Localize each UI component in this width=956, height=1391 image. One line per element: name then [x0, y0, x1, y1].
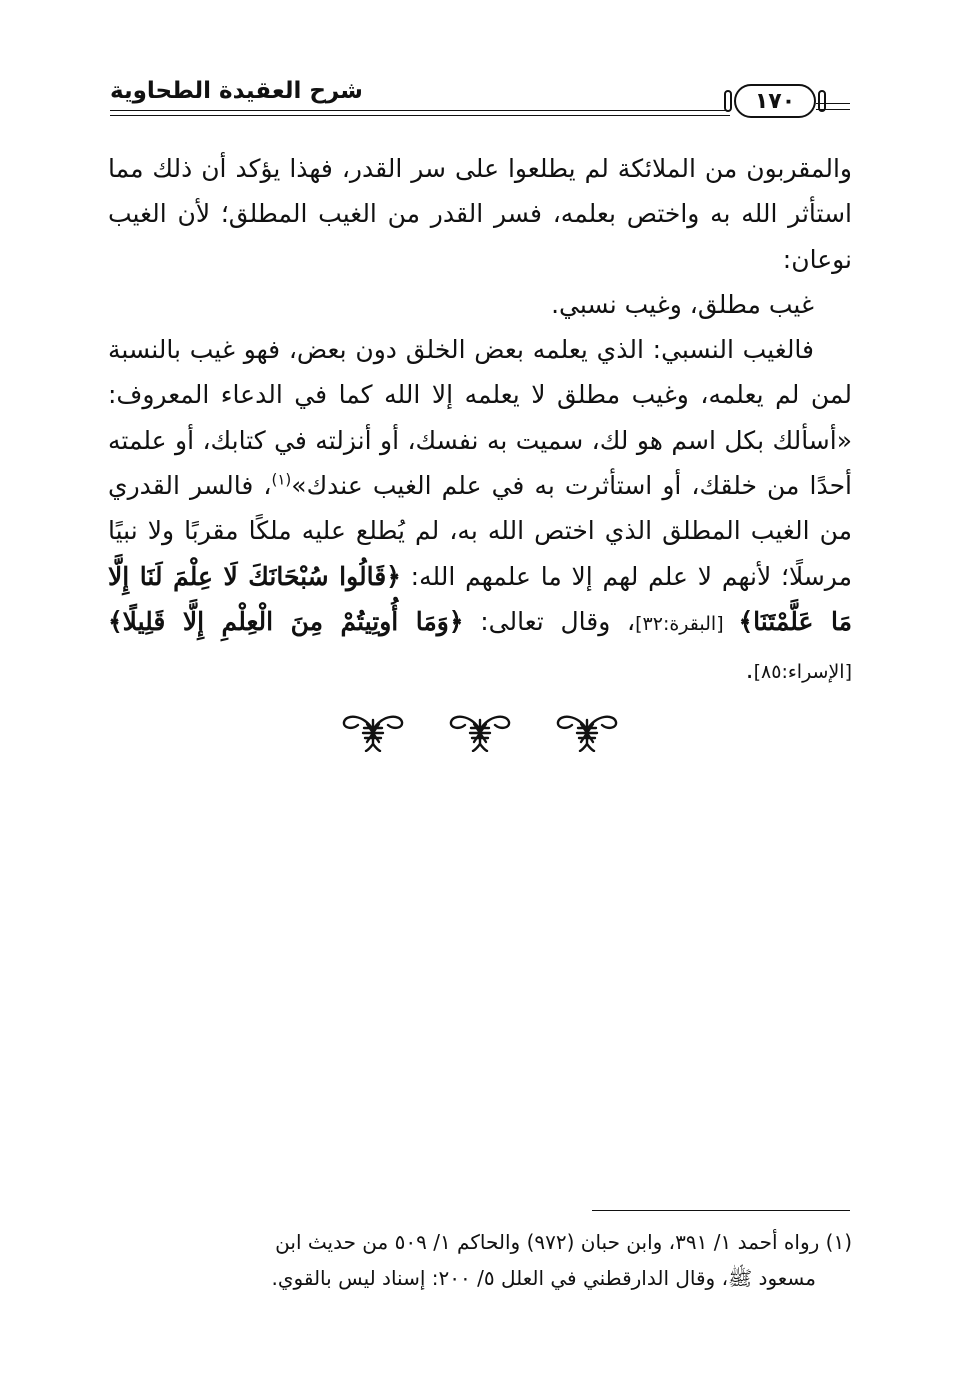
- footnote: [108, 1224, 852, 1296]
- paragraph-2: غيب مطلق، وغيب نسبي.: [551, 289, 814, 319]
- ornament-icon: [447, 708, 513, 752]
- paragraph-3-text-b: ، فالسر القدري من الغيب المطلق الذي اختص الله به، لم يُطلع عليه ملكًا مقربًا ولا نبيًا مرسلًا؛ لأنهم لا علم لهم إلا ما علمهم الله:: [108, 471, 852, 591]
- ornament-icon: [340, 708, 406, 752]
- ornament-icon: [554, 708, 620, 752]
- page-header: [110, 72, 850, 120]
- header-rule-bottom: [110, 115, 730, 116]
- footnote-separator: [592, 1210, 850, 1211]
- quran-verse-2: ﴿وَمَا أُوتِيتُمْ مِنَ الْعِلْمِ إِلَّا قَلِيلًا﴾: [108, 606, 464, 636]
- running-title: شرح العقيدة الطحاوية: [110, 78, 363, 104]
- citation-1: [البقرة:٣٢]: [635, 612, 739, 635]
- paragraph-1: والمقربون من الملائكة لم يطلعوا على سر القدر، فهذا يؤكد أن ذلك مما استأثر الله به واختص بعلمه، فسر القدر من الغيب المطلق؛ لأن الغيب نوعان:: [108, 154, 852, 274]
- paragraph-3-text-a: فالغيب النسبي: الذي يعلمه بعض الخلق دون بعض، فهو غيب بالنسبة لمن لم يعلمه، وغيب مطلق لا يعلمه إلا الله كما في الدعاء المعروف: «أسألك بكل اسم هو لك، سميت به نفسك، أو أنزلته في كتابك، أو علمته أحدًا من خلقك، أو استأثرت به في علم الغيب عندك»: [108, 335, 853, 501]
- paragraph-3-end: .: [745, 655, 754, 685]
- header-rule-right-top: [816, 103, 850, 104]
- quran-verse-1: ﴿قَالُوا سُبْحَانَكَ لَا عِلْمَ لَنَا إِلَّا مَا عَلَّمْتَنَا﴾: [108, 561, 852, 636]
- page-number: ١٧٠: [734, 84, 816, 118]
- paragraph-3-text-c: ، وقال تعالى:: [463, 606, 636, 636]
- section-ornament: [340, 708, 620, 752]
- citation-2: [الإسراء:٨٥]: [753, 661, 852, 684]
- body-text: [108, 146, 852, 696]
- footnote-line-2: مسعود ﷺ، وقال الدارقطني في العلل ٥/ ٢٠٠: إسناد ليس بالقوي.: [271, 1266, 816, 1290]
- footnote-line-1: (١) رواه أحمد ١/ ٣٩١، وابن حبان (٩٧٢) والحاكم ١/ ٥٠٩ من حديث ابن: [275, 1230, 852, 1254]
- paragraph-3: [108, 327, 852, 695]
- header-rule-right-bottom: [816, 109, 850, 110]
- footnote-reference[interactable]: (١): [271, 470, 292, 489]
- header-rule-top: [110, 110, 730, 111]
